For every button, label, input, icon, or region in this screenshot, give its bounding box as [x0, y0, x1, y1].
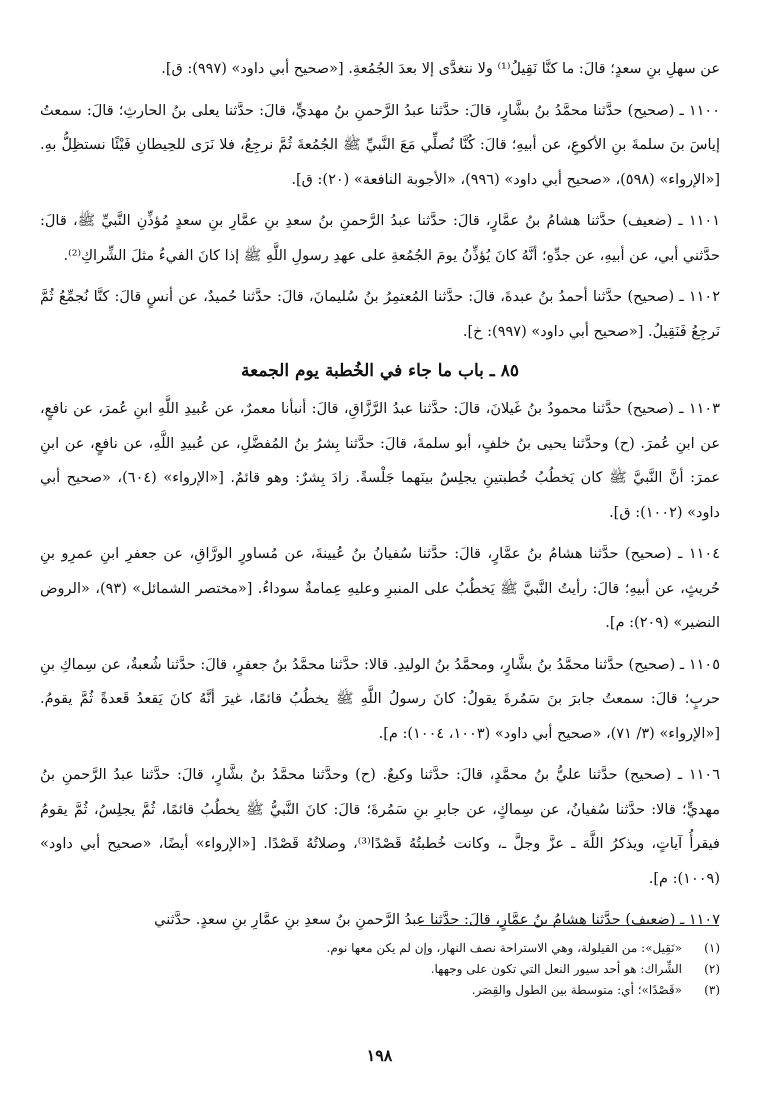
footnote-number: (٢): [704, 962, 720, 976]
hadith-1105: ١١٠٥ ـ (صحيح) حدَّثنا محمَّدُ بنُ بشَّارٍ، ومحمَّدُ بنُ الوليدِ. قالا: حدَّثنا محمَّدُ بنُ جعفرٍ، قالَ: حدَّثنا شُعبةُ، عن سِماكِ بنِ حربٍ؛ قالَ: سمعتُ جابرَ بنَ سَمُرةَ يقولُ: كانَ رسولُ اللَّهِ ﷺ يخطُبُ قائمًا، غيرَ أنَّهُ كانَ يَقعدُ قَعدةً ثُمَّ يقومُ. [«الإرواء» (٣/ ٧١)، «صحيح أبي داود» (١٠٠٣، ١٠٠٤): م].: [40, 656, 720, 742]
footnote-divider: [419, 925, 719, 926]
footnote-1: [40, 938, 720, 959]
hadith-1101: ١١٠١ ـ (ضعيف) حدَّثنا هشامُ بنُ عمَّارٍ، قالَ: حدَّثنا عبدُ الرَّحمنِ بنُ سعدِ بنِ عمَّارِ بنِ سعدٍ مُؤذِّنِ النَّبيِّ ﷺ، قالَ: حدَّثني أبي، عن أبيهِ، عن جدِّهِ؛ أنَّهُ كانَ يُؤذِّنُ يومَ الجُمُعةِ على عهدِ رسولِ اللَّهِ ﷺ إذا كانَ الفيءُ مثلَ الشِّراكِ⁽²⁾.: [40, 213, 720, 264]
hadith-1102: ١١٠٢ ـ (صحيح) حدَّثنا أحمدُ بنُ عبدةَ، قالَ: حدَّثنا المُعتمِرُ بنُ سُليمانَ، قالَ: حدَّثنا حُميدٌ، عن أنسٍ قالَ: كنَّا نُجمِّعُ ثُمَّ نَرجِعُ فَنَقِيلُ. [«صحيح أبي داود» (٩٩٧): خ].: [40, 289, 720, 340]
hadith-continuation: عن سهلِ بنِ سعدٍ؛ قالَ: ما كنَّا نَقِيلُ⁽¹⁾ ولا نتغدَّى إلا بعدَ الجُمُعةِ. [«صحيح أبي داود» (٩٩٧): ق].: [161, 61, 720, 77]
footnote-text: «نَقِيل»: من القيلولة، وهي الاستراحة نصف النهار، وإن لم يكن معها نوم.: [326, 941, 682, 955]
footnote-text: الشِّراك: هو أحد سيور النعل التي تكون على وجهها.: [430, 962, 682, 976]
footnote-text: «قَصْدًا»؛ أي: متوسطة بين الطول والقِصَر.: [471, 983, 682, 997]
chapter-title: ٨٥ ـ باب ما جاء في الخُطبة يوم الجمعة: [241, 361, 519, 381]
footnotes: [40, 938, 720, 1001]
hadith-1103: ١١٠٣ ـ (صحيح) حدَّثنا محمودُ بنُ غَيلانَ، قالَ: حدَّثنا عبدُ الرَّزَّاقِ، قالَ: أنبأنا معمرٌ، عن عُبيدِ اللَّهِ ابنِ عُمرَ، عن نافعٍ، عن ابنِ عُمرَ. (ح) وحدَّثنا يحيى بنُ خلفٍ، أبو سلمةَ، قالَ: حدَّثنا بِشرُ بنُ المُفضَّلِ، عن عُبيدِ اللَّهِ، عن نافعٍ، عن ابنِ عمرَ: أنَّ النَّبيَّ ﷺ كان يَخطُبُ خُطبتينِ يجلِسُ بينَهما جَلْسةً. زادَ بِشرٌ: وهو قائمٌ. [«الإرواء» (٦٠٤)، «صحيح أبي داود» (١٠٠٢): ق].: [40, 401, 720, 521]
footnote-number: (٣): [704, 983, 720, 997]
hadith-1100: ١١٠٠ ـ (صحيح) حدَّثنا محمَّدُ بنُ بشَّارٍ، قالَ: حدَّثنا عبدُ الرَّحمنِ بنُ مهديٍّ، قالَ: حدَّثنا يعلى بنُ الحارثِ؛ قالَ: سمعتُ إياسَ بنَ سلمةَ بنِ الأكوعِ، عن أبيهِ؛ قالَ: كُنَّا نُصلِّي مَعَ النَّبيِّ ﷺ الجُمُعةَ ثُمَّ نرجِعُ، فلا نَرَى للحِيطانِ فَيْئًا نستظِلُّ بهِ. [«الإرواء» (٥٩٨)، «صحيح أبي داود» (٩٩٦)، «الأجوبة النافعة» (٢٠): ق].: [40, 102, 720, 188]
hadith-1106: ١١٠٦ ـ (صحيح) حدَّثنا عليُّ بنُ محمَّدٍ، قالَ: حدَّثنا وكيعٌ. (ح) وحدَّثنا محمَّدُ بنُ بشَّارٍ، قالَ: حدَّثنا عبدُ الرَّحمنِ بنُ مهديٍّ؛ قالا: حدَّثنا سُفيانُ، عن سِماكٍ، عن جابرِ بنِ سَمُرةَ؛ قالَ: كانَ النَّبيُّ ﷺ يخطُبُ قائمًا، ثُمَّ يجلِسُ، ثُمَّ يقومُ فيقرأُ آياتٍ، ويذكرُ اللَّهَ ـ عزَّ وجلَّ ـ، وكانت خُطبتُهُ قَصْدًا⁽³⁾، وصلاتُهُ قَصْدًا. [«الإرواء» أيضًا، «صحيح أبي داود» (١٠٠٩): م].: [40, 767, 720, 887]
page-number: ١٩٨: [366, 1046, 393, 1065]
footnote-2: [40, 959, 720, 980]
hadith-1104: ١١٠٤ ـ (صحيح) حدَّثنا هشامُ بنُ عمَّارٍ، قالَ: حدَّثنا سُفيانُ بنُ عُيينةَ، عن مُساورٍ الورَّاقِ، عن جعفرِ ابنِ عمرِو بنِ حُريثٍ، عن أبيهِ؛ قالَ: رأيتُ النَّبيَّ ﷺ يَخطُبُ على المنبرِ وعليهِ عِمامةٌ سوداءُ. [«مختصر الشمائل» (٩٣)، «الروض النضير» (٢٠٩): م].: [40, 546, 721, 631]
hadith-1107: ١١٠٧ ـ (ضعيف) حدَّثنا هشامُ بنُ عمَّارٍ، قالَ: حدَّثنا عبدُ الرَّحمنِ بنُ سعدِ بنِ عمَّارِ بنِ سعدٍ. حدَّثني: [154, 912, 720, 928]
footnote-number: (١): [704, 941, 720, 955]
main-text: [40, 52, 720, 945]
footnote-3: [40, 980, 720, 1001]
